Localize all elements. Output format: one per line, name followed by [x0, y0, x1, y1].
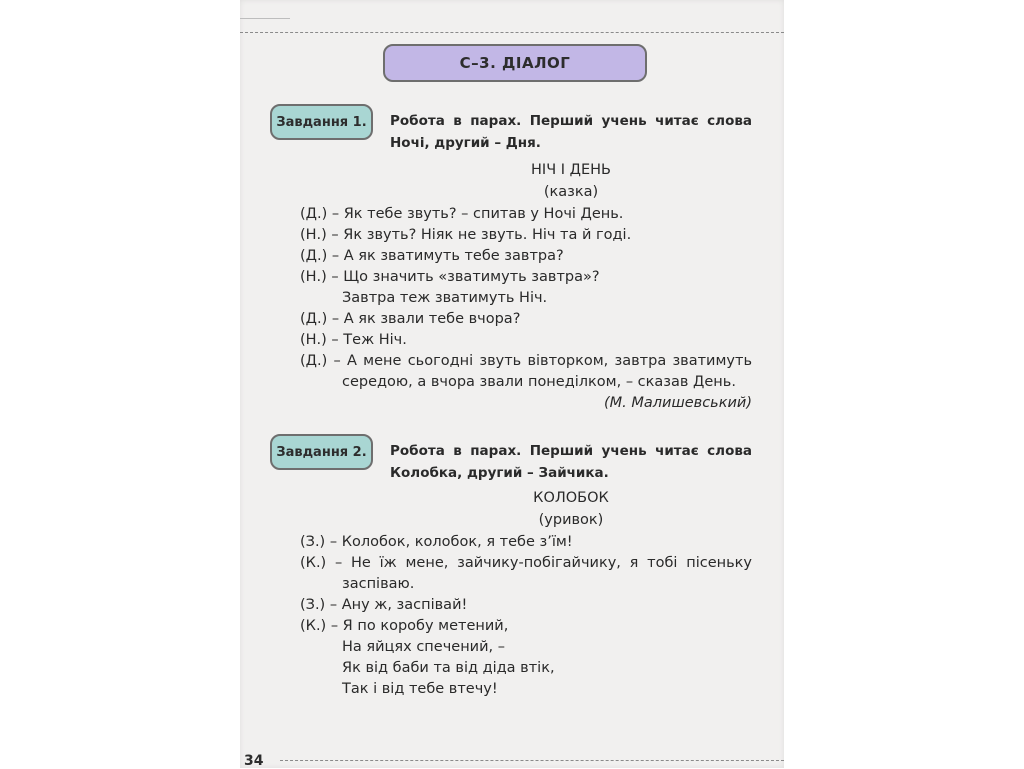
dialog-line: (З.) – Ану ж, заспівай!: [300, 597, 468, 613]
section-title: С–3. ДІАЛОГ: [383, 44, 647, 82]
dialog-line: На яйцях спечений, –: [342, 639, 505, 655]
task1-author: (М. Малишевський): [604, 395, 752, 411]
dialog-line: (Д.) – А як зватимуть тебе завтра?: [300, 248, 564, 264]
task1-instruction: Робота в парах. Перший учень читає слова Ночі, другий – Дня.: [390, 113, 752, 151]
task2-instruction: Робота в парах. Перший учень читає слова Колобка, другий – Зайчика.: [390, 443, 752, 481]
task1-label: Завдання 1.: [270, 104, 373, 140]
dialog-line: Так і від тебе втечу!: [342, 681, 498, 697]
dialog-line: (Д.) – А як звали тебе вчора?: [300, 311, 521, 327]
task1-story-subtitle: (казка): [543, 184, 599, 200]
dialog-line: (К.) – Я по коробу метений,: [300, 618, 509, 634]
task1-story-title: НІЧ І ДЕНЬ: [531, 162, 611, 178]
task2-label: Завдання 2.: [270, 434, 373, 470]
dialog-line: (З.) – Колобок, колобок, я тебе з’їм!: [300, 534, 573, 550]
task2-story-title: КОЛОБОК: [533, 490, 609, 506]
page-number: 34: [244, 753, 264, 769]
dialog-line: заспіваю.: [342, 576, 415, 592]
dialog-line: (Н.) – Що значить «зватимуть завтра»?: [300, 269, 600, 285]
dialog-line: (Н.) – Теж Ніч.: [300, 332, 407, 348]
dialog-line: Як від баби та від діда втік,: [342, 660, 555, 676]
dialog-line: середою, а вчора звали понеділком, – сказав День.: [342, 374, 736, 390]
dialog-line: (Д.) – А мене сьогодні звуть вівторком, завтра зватимуть: [300, 353, 752, 369]
page-fold-line: [240, 0, 290, 19]
top-dashed-border: [240, 32, 784, 33]
book-page: [240, 0, 784, 768]
dialog-line: (Н.) – Як звуть? Ніяк не звуть. Ніч та й годі.: [300, 227, 632, 243]
dialog-line: (К.) – Не їж мене, зайчику-побігайчику, я тобі пісеньку: [300, 555, 752, 571]
dialog-line: Завтра теж зватимуть Ніч.: [342, 290, 548, 306]
bottom-dashed-border: [280, 760, 784, 761]
dialog-line: (Д.) – Як тебе звуть? – спитав у Ночі День.: [300, 206, 624, 222]
task2-story-subtitle: (уривок): [538, 512, 604, 528]
